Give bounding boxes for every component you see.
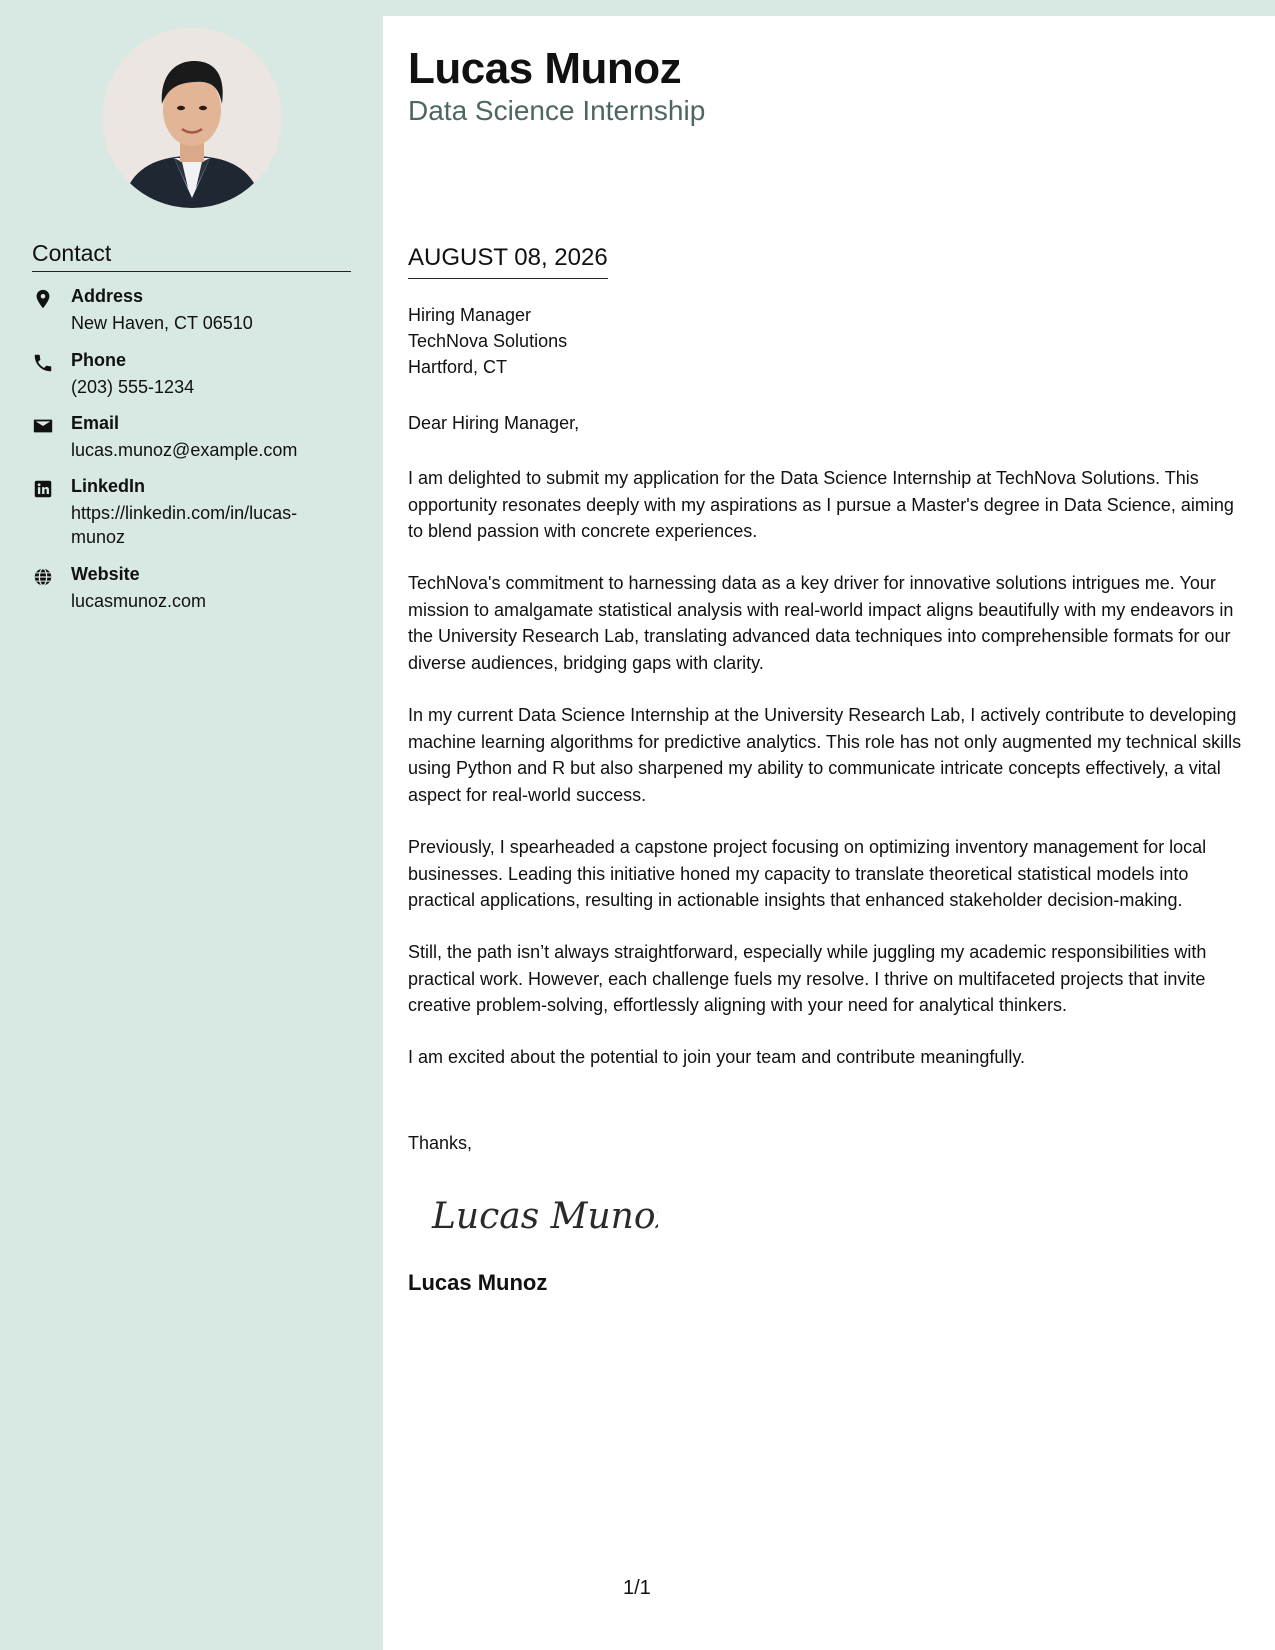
signature-image xyxy=(428,1180,658,1255)
linkedin-label: LinkedIn xyxy=(71,476,146,496)
page-number: 1/1 xyxy=(623,1577,651,1599)
globe-icon xyxy=(32,566,54,588)
linkedin-value[interactable]: https://linkedin.com/in/lucas-munoz xyxy=(71,503,298,547)
recipient-line: Hartford, CT xyxy=(408,357,508,377)
applicant-name: Lucas Munoz xyxy=(408,44,682,93)
address-value: New Haven, CT 06510 xyxy=(71,313,253,333)
paragraph: In my current Data Science Internship at the University Research Lab, I actively contribute to developing machine learning algorithms for predictive analytics. This role has not only augmented my technical skills using Python and R but also sharpened my ability to communicate intricate concepts effectively, a vital aspect for real-world success. xyxy=(408,705,1242,805)
contact-heading: Contact xyxy=(32,240,351,272)
paragraph: Still, the path isn’t always straightforward, especially while juggling my academic responsibilities with practical work. However, each challenge fuels my resolve. I thrive on multifaceted projects that invite creative problem-solving, effortlessly aligning with your need for analytical thinkers. xyxy=(408,942,1207,1015)
signature-text: Lucas Munoz xyxy=(432,1196,658,1237)
avatar xyxy=(102,28,282,208)
location-pin-icon xyxy=(32,288,54,310)
paragraph: I am delighted to submit my application for the Data Science Internship at TechNova Solutions. This opportunity resonates deeply with my aspirations as I pursue a Master's degree in Data Science, aiming to blend passion with concrete experiences. xyxy=(408,468,1234,541)
salutation: Dear Hiring Manager, xyxy=(408,413,580,433)
signer-name: Lucas Munoz xyxy=(408,1270,548,1295)
email-value[interactable]: lucas.munoz@example.com xyxy=(71,440,298,460)
recipient-line: Hiring Manager xyxy=(408,305,532,325)
paragraph: TechNova's commitment to harnessing data as a key driver for innovative solutions intrigues me. Your mission to amalgamate statistical analysis with real-world impact aligns beautifully with my endeavors in the University Research Lab, translating advanced data techniques into comprehensible formats for our diverse audiences, bridging gaps with clarity. xyxy=(408,573,1234,673)
website-label: Website xyxy=(71,564,140,584)
phone-label: Phone xyxy=(71,350,127,370)
phone-icon xyxy=(32,352,54,374)
letter-body xyxy=(383,16,1275,1650)
paragraph: Previously, I spearheaded a capstone project focusing on optimizing inventory management for local businesses. Leading this initiative honed my capacity to translate theoretical statistical models into practical applications, resulting in actionable insights that enhanced stakeholder decision-making. xyxy=(408,837,1207,910)
applicant-role: Data Science Internship xyxy=(408,95,706,126)
address-label: Address xyxy=(71,286,144,306)
letter-date: AUGUST 08, 2026 xyxy=(408,244,608,279)
recipient-block xyxy=(408,302,567,380)
closing: Thanks, xyxy=(408,1133,473,1153)
envelope-icon xyxy=(32,415,54,437)
recipient-line: TechNova Solutions xyxy=(408,331,568,351)
sidebar xyxy=(0,0,383,1650)
email-label: Email xyxy=(71,413,120,433)
website-value[interactable]: lucasmunoz.com xyxy=(71,591,207,611)
linkedin-icon xyxy=(32,478,54,500)
phone-value: (203) 555-1234 xyxy=(71,377,195,397)
paragraph: I am excited about the potential to join your team and contribute meaningfully. xyxy=(408,1047,1026,1067)
